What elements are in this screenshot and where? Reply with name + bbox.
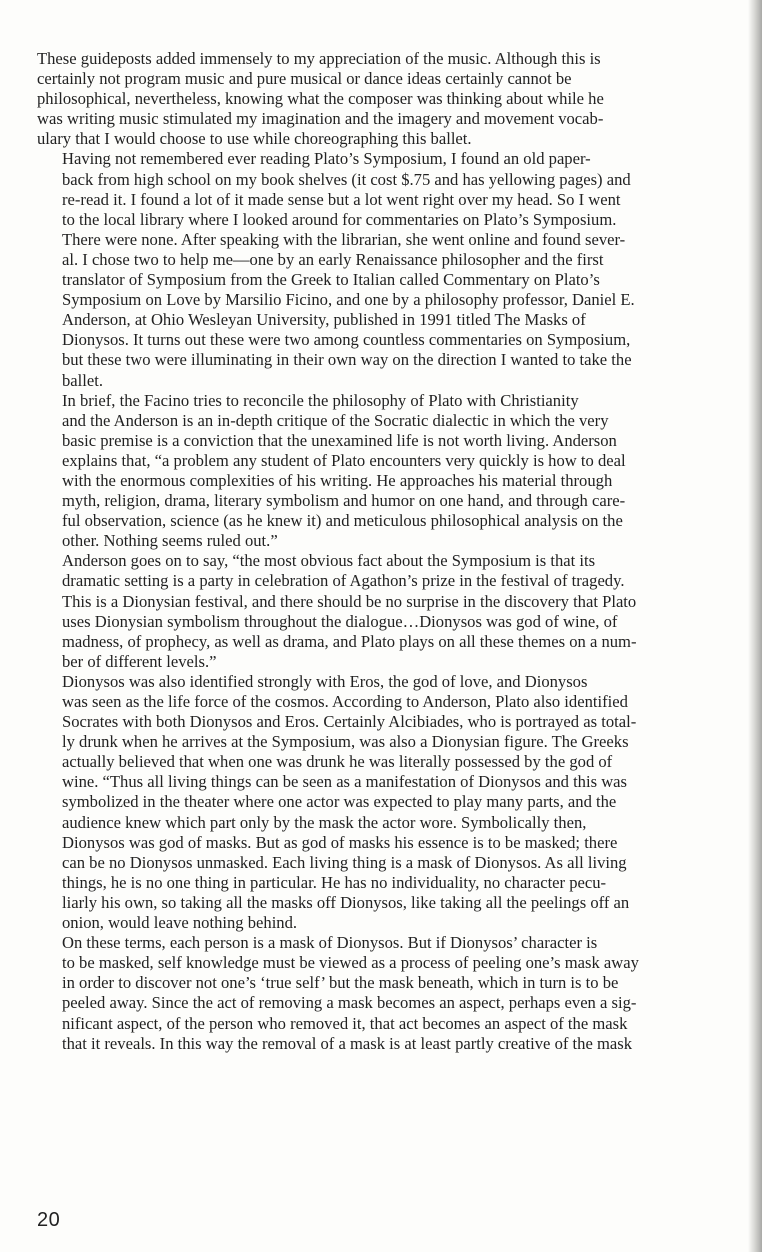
text-line: This is a Dionysian festival, and there should be no surprise in the discovery that Plato — [62, 591, 637, 611]
text-line: Dionysos was also identified strongly with Eros, the god of love, and Dionysos — [62, 671, 588, 691]
text-line: in order to discover not one’s ‘true self’ but the mask beneath, which in turn is to be — [62, 973, 619, 993]
paragraph — [37, 391, 713, 552]
text-line: onion, would leave nothing behind. — [62, 913, 298, 933]
text-line: can be no Dionysos unmasked. Each living thing is a mask of Dionysos. As all living — [62, 852, 627, 872]
text-line: al. I chose two to help me—one by an early Renaissance philosopher and the first — [62, 249, 604, 269]
text-line: ly drunk when he arrives at the Symposium, was also a Dionysian figure. The Greeks — [62, 732, 629, 752]
text-line: uses Dionysian symbolism throughout the dialogue…Dionysos was god of wine, of — [62, 611, 618, 631]
text-line: nificant aspect, of the person who removed it, that act becomes an aspect of the mask — [62, 1013, 628, 1033]
text-line: that it reveals. In this way the removal of a mask is at least partly creative of the mask — [62, 1033, 632, 1053]
text-line: basic premise is a conviction that the unexamined life is not worth living. Anderson — [62, 430, 617, 450]
paragraph — [37, 551, 713, 672]
text-line: philosophical, nevertheless, knowing what the composer was thinking about while he — [37, 89, 604, 109]
text-line: back from high school on my book shelves (it cost $.75 and has yellowing pages) and — [62, 169, 631, 189]
text-line: to be masked, self knowledge must be viewed as a process of peeling one’s mask away — [62, 953, 639, 973]
text-line: Having not remembered ever reading Plato’s Symposium, I found an old paper- — [62, 149, 591, 169]
text-line: to the local library where I looked around for commentaries on Plato’s Symposium. — [62, 209, 617, 229]
text-line: Dionysos was god of masks. But as god of masks his essence is to be masked; there — [62, 832, 618, 852]
text-line: There were none. After speaking with the librarian, she went online and found sever- — [62, 229, 626, 249]
text-line: explains that, “a problem any student of Plato encounters very quickly is how to deal — [62, 450, 626, 470]
text-line: dramatic setting is a party in celebration of Agathon’s prize in the festival of tragedy. — [62, 571, 625, 591]
text-line: was seen as the life force of the cosmos. According to Anderson, Plato also identified — [62, 692, 628, 711]
body-text — [37, 49, 713, 1054]
text-line: Symposium on Love by Marsilio Ficino, and one by a philosophy professor, Daniel E. — [62, 290, 635, 310]
text-line: Socrates with both Dionysos and Eros. Certainly Alcibiades, who is portrayed as total- — [62, 712, 637, 732]
text-line: certainly not program music and pure musical or dance ideas certainly cannot be — [37, 69, 572, 89]
paragraph — [37, 149, 713, 390]
text-line: symbolized in the theater where one actor was expected to play many parts, and the — [62, 792, 617, 812]
text-line: things, he is no one thing in particular. He has no individuality, no character pecu- — [62, 872, 607, 892]
text-line: liarly his own, so taking all the masks off Dionysos, like taking all the peelings off an — [62, 892, 630, 912]
text-line: with the enormous complexities of his writing. He approaches his material through — [62, 470, 613, 490]
text-line: audience knew which part only by the mask the actor wore. Symbolically then, — [62, 812, 587, 832]
paragraph — [37, 933, 713, 1054]
page-edge-shadow — [748, 0, 762, 1252]
text-line: translator of Symposium from the Greek to Italian called Commentary on Plato’s — [62, 270, 600, 290]
paragraph — [37, 672, 713, 933]
text-line: wine. “Thus all living things can be seen as a manifestation of Dionysos and this was — [62, 772, 627, 792]
text-line: In brief, the Facino tries to reconcile the philosophy of Plato with Christianity — [62, 390, 579, 410]
text-line: On these terms, each person is a mask of Dionysos. But if Dionysos’ character is — [62, 933, 598, 953]
page-number: 20 — [37, 1209, 61, 1231]
text-line: ber of different levels.” — [62, 651, 217, 671]
text-line: Anderson goes on to say, “the most obvious fact about the Symposium is that its — [62, 551, 596, 571]
text-line: madness, of prophecy, as well as drama, and Plato plays on all these themes on a num- — [62, 631, 637, 651]
text-line: These guideposts added immensely to my appreciation of the music. Although this is — [37, 49, 601, 68]
text-line: re-read it. I found a lot of it made sense but a lot went right over my head. So I went — [62, 189, 621, 209]
text-line: actually believed that when one was drunk he was literally possessed by the god of — [62, 752, 613, 772]
text-line: myth, religion, drama, literary symbolism and humor on one hand, and through care- — [62, 491, 626, 511]
text-line: ful observation, science (as he knew it) and meticulous philosophical analysis on the — [62, 511, 623, 531]
text-line: was writing music stimulated my imagination and the imagery and movement vocab- — [37, 109, 604, 129]
paragraph — [37, 49, 713, 149]
text-line: but these two were illuminating in their own way on the direction I wanted to take the — [62, 350, 632, 370]
text-line: Anderson, at Ohio Wesleyan University, published in 1991 titled The Masks of — [62, 310, 586, 330]
text-line: Dionysos. It turns out these were two among countless commentaries on Symposium, — [62, 330, 631, 350]
text-line: ballet. — [62, 370, 104, 390]
text-line: ulary that I would choose to use while choreographing this ballet. — [37, 129, 472, 149]
text-line: peeled away. Since the act of removing a mask becomes an aspect, perhaps even a sig- — [62, 993, 637, 1013]
text-line: and the Anderson is an in-depth critique of the Socratic dialectic in which the very — [62, 410, 609, 430]
text-line: other. Nothing seems ruled out.” — [62, 531, 278, 551]
